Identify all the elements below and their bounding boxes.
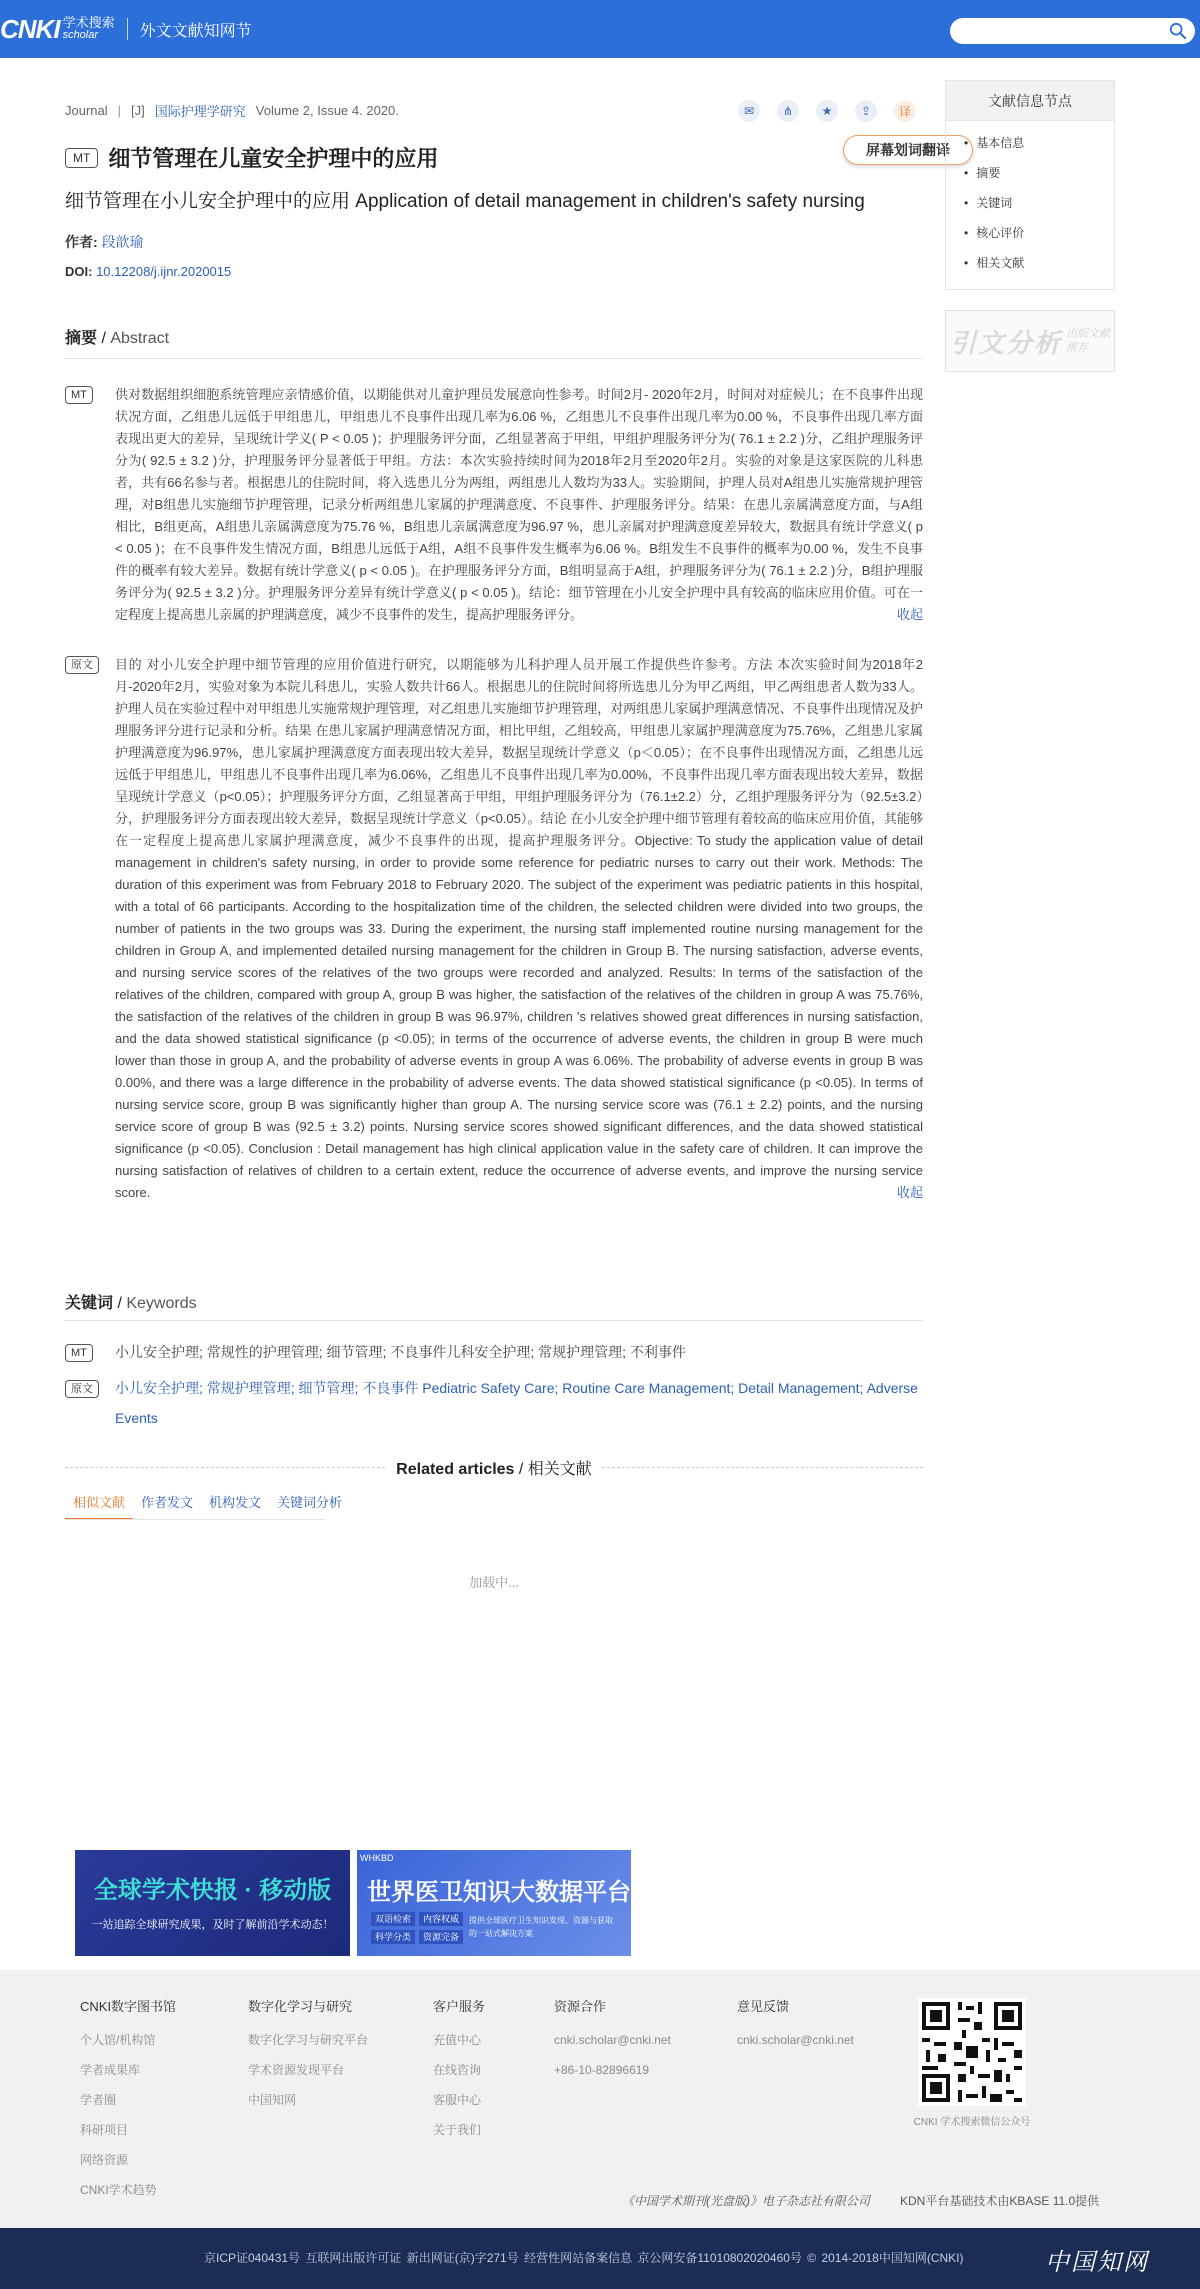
publisher-text: 《中国学术期刊(光盘版)》电子杂志社有限公司: [622, 2194, 870, 2208]
ad1-title: 全球学术快报 · 移动版: [93, 1877, 332, 1904]
bottom-legal-bar: [0, 2228, 1200, 2289]
author-link[interactable]: 段歆瑜: [101, 234, 144, 250]
author-label: 作者:: [65, 234, 98, 250]
footer-col-cooperation: [554, 1996, 671, 2093]
ad2-pill: 双语检索: [371, 1912, 415, 1926]
outline-item-abstract[interactable]: • 摘要: [964, 163, 1114, 193]
meta-separator: |: [117, 103, 122, 118]
footer-col-library: [80, 1996, 176, 2213]
footer-link[interactable]: 中国知网: [248, 2093, 297, 2107]
wechat-qr-code: [918, 1998, 1026, 2106]
banner-small-2: 推荐: [1066, 342, 1088, 354]
outline-item-related[interactable]: • 相关文献: [964, 253, 1114, 283]
logo-cn-text: 学术搜索: [62, 15, 115, 30]
ad2-description: 提供全球医疗卫生知识发现、资源与获取的一站式解决方案: [469, 1916, 613, 1938]
outline-item-keywords[interactable]: • 关键词: [964, 193, 1114, 223]
divider: [65, 1320, 923, 1321]
ad1-subtitle: 一站追踪全球研究成果，及时了解前沿学术动态！: [91, 1919, 334, 1931]
ad2-features: [371, 1912, 463, 1944]
keywords-heading-cn: 关键词: [65, 1295, 114, 1312]
footer-link[interactable]: 关于我们: [433, 2123, 482, 2137]
banner-small-1: 出版文献: [1066, 328, 1110, 340]
article-tools: [738, 100, 916, 122]
qr-caption: CNKI 学术搜索微信公众号: [913, 2117, 1031, 2128]
ad2-pill: 资源完备: [419, 1930, 463, 1944]
cnki-scholar-logo[interactable]: [0, 14, 252, 44]
export-icon[interactable]: ⇪: [855, 100, 877, 122]
keywords-heading-en: Keywords: [126, 1295, 197, 1312]
tab-keyword-analysis[interactable]: 关键词分析: [277, 1495, 343, 1510]
outline-item-evaluation[interactable]: • 核心评价: [964, 223, 1114, 253]
footer-col-heading: 数字化学习与研究: [248, 1999, 353, 2014]
outline-item-basic-info[interactable]: • 基本信息: [964, 133, 1114, 163]
logo-cnki-text: CNKI: [0, 13, 60, 44]
title-row: [65, 142, 438, 173]
keywords-heading-slash: /: [113, 1295, 127, 1312]
footer-col-feedback: [737, 1996, 854, 2063]
doi-label: DOI:: [65, 264, 93, 279]
footer-link[interactable]: CNKI学术趋势: [80, 2183, 157, 2197]
divider: [65, 1519, 325, 1520]
footer-link[interactable]: 科研项目: [80, 2123, 129, 2137]
journal-label: Journal: [65, 103, 108, 118]
author-line: [65, 232, 144, 252]
abstract-mt-text: 供对数据组织细胞系统管理应亲情感价值，以期能供对儿童护理员发展意向性参考。时间2月- 2020年2月，时间对对症候儿；在不良事件出现状况方面，乙组患儿远低于甲组患儿，甲组患儿不良事件出现几率为6.06 %，乙组患儿不良事件出现几率为0.00 %，不良事件出现几率方面表现出更大的差异，呈现统计学义( P < 0.05 )；护理服务评分面，乙组显著高于甲组，甲组护理服务评分为( 76.1 ± 2.2 )分，乙组护理服务评分为( 92.5 ± 3.2 )分，护理服务评分显著低于甲组。方法：本次实验持续时间为2018年2月至2020年2月。实验的对象是这家医院的儿科患者，共有66名参与者。根据患儿的住院时间，将入选患儿分为两组，两组患儿人数均为33人。实验期间，护理人员对A组患儿实施常规护理管理，对B组患儿实施细节护理管理，记录分析两组患儿家属的护理满意度、不良事件、护理服务评分。结果：在患儿亲属满意度方面，与A组相比，B组更高，A组患儿亲属满意度为75.76 %，B组患儿亲属满意度为96.97 %，患儿亲属对护理满意度差异较大，数据具有统计学意义( p < 0.05 )；在不良事件发生情况方面，B组患儿远低于A组，A组不良事件发生概率为6.06 %。B组发生不良事件的概率为0.00 %，发生不良事件的概率有较大差异。数据有统计学意义( p < 0.05 )。在护理服务评分方面，B组明显高于A组，护理服务评分为( 76.1 ± 2.2 )分，B组护理服务评分为( 92.5 ± 3.2 )分。护理服务评分差异有统计学意义( p < 0.05 )。结论：细节管理在小儿安全护理中具有较高的临床应用价值。可在一定程度上提高患儿亲属的护理满意度，减少不良事件的发生，提高护理服务评分。: [115, 387, 923, 622]
footer-link[interactable]: 在线咨询: [433, 2063, 482, 2077]
footer-link[interactable]: 网络资源: [80, 2153, 129, 2167]
footer-link[interactable]: cnki.scholar@cnki.net: [737, 2033, 854, 2047]
scholar-express-ad[interactable]: [75, 1850, 350, 1956]
related-articles-heading: [65, 1456, 923, 1479]
collapse-link[interactable]: 收起: [896, 607, 923, 622]
share-icon[interactable]: ⋔: [777, 100, 799, 122]
footer-link: +86-10-82896619: [554, 2063, 650, 2077]
tab-institution-papers[interactable]: 机构发文: [209, 1495, 262, 1510]
star-icon[interactable]: ★: [816, 100, 838, 122]
outline-panel: [945, 80, 1115, 290]
doi-line: [65, 264, 231, 279]
ad2-pill: 内容权威: [419, 1912, 463, 1926]
keywords-mt: [65, 1337, 923, 1367]
banner-small-text: [1066, 327, 1110, 355]
mt-tag: MT: [65, 386, 93, 404]
volume-info: Volume 2, Issue 4. 2020.: [255, 103, 399, 118]
logo-divider: [127, 18, 128, 40]
legal-text: 京ICP证040431号 互联网出版许可证 新出网证(京)字271号 经营性网站备案信息 京公网安备11010802020460号 © 2014-2018中国知网(CNKI): [204, 2251, 964, 2265]
footer-link[interactable]: cnki.scholar@cnki.net: [554, 2033, 671, 2047]
abstract-heading-slash: /: [97, 330, 111, 347]
related-title-slash: /: [514, 1461, 528, 1478]
footer-link[interactable]: 个人馆/机构馆: [80, 2033, 156, 2047]
abstract-original-body: [115, 654, 923, 1204]
related-title-cn: 相关文献: [527, 1461, 592, 1478]
footer-col-heading: 资源合作: [554, 1999, 607, 2014]
translate-icon[interactable]: 译: [894, 100, 916, 122]
footer-col-heading: 客户服务: [433, 1999, 486, 2014]
ad2-pill: 科学分类: [371, 1930, 415, 1944]
loading-indicator: 加载中...: [469, 1575, 519, 1590]
cnki-brand-logo: 中国知网: [1045, 2248, 1149, 2276]
footer-col-learning: [248, 1996, 368, 2123]
mt-tag: MT: [65, 1344, 93, 1362]
mail-icon[interactable]: ✉: [738, 100, 760, 122]
banner-big-text: 引文分析: [949, 327, 1062, 358]
medical-platform-ad[interactable]: [357, 1850, 631, 1956]
tab-author-papers[interactable]: 作者发文: [141, 1495, 194, 1510]
search-icon[interactable]: [1169, 22, 1187, 40]
footer-col-heading: 意见反馈: [737, 1999, 790, 2014]
original-title: 细节管理在小儿安全护理中的应用 Application of detail management in children's safety nursing: [65, 191, 865, 212]
keywords-original-links[interactable]: 小儿安全护理; 常规护理管理; 细节管理; 不良事件 Pediatric Safety Care; Routine Care Management; Detail Management; Adverse Events: [115, 1380, 918, 1426]
abstract-mt: [65, 384, 923, 626]
related-tabs: [65, 1494, 350, 1520]
article-type: [J]: [131, 103, 145, 118]
footer-link[interactable]: 学者圈: [80, 2093, 117, 2107]
footer-col-service: [433, 1996, 485, 2153]
outline-list: [946, 121, 1114, 283]
translate-tooltip[interactable]: 屏幕划词翻译: [843, 135, 973, 165]
footer-col-heading: CNKI数字图书馆: [80, 1999, 177, 2014]
original-tag: 原文: [65, 656, 99, 674]
abstract-heading-en: Abstract: [110, 330, 170, 347]
abstract-original-text: 目的 对小儿安全护理中细节管理的应用价值进行研究，以期能够为儿科护理人员开展工作提供些许参考。方法 本次实验时间为2018年2月-2020年2月，实验对象为本院儿科患儿，实验人数共计66人。根据患儿的住院时间将所选患儿分为甲乙两组，甲乙两组患者人数为33人。护理人员在实验过程中对甲组患儿实施常规护理管理，对乙组患儿实施细节护理管理，对两组患儿家属护理满意情况、不良事件出现情况及护理服务评分进行记录和分析。结果 在患儿家属护理满意情况方面，相比甲组，乙组较高，甲组患儿家属护理满意度为75.76%，乙组患儿家属护理满意度为96.97%，患儿家属护理满意度方面表现出较大差异，数据呈现统计学意义（p＜0.05）；在不良事件出现情况方面，乙组患儿远远低于甲组患儿，甲组患儿不良事件出现几率为6.06%，乙组患儿不良事件出现几率为0.00%，不良事件出现几率方面表现出较大差异，数据呈现统计学意义（p<0.05）；护理服务评分方面，乙组显著高于甲组，甲组护理服务评分为（76.1±2.2）分，乙组护理服务评分为（92.5±3.2）分，护理服务评分方面表现出较大差异，数据呈现统计学意义（p<0.05）。结论 在小儿安全护理中细节管理有着较高的临床应用价值，其能够在一定程度上提高患儿家属护理满意度，减少不良事件的出现，提高护理服务评分。Objective: To study the application value of detail management in children's safety nursing, in order to provide some reference for pediatric nurses to carry out their work. Methods: The duration of this experiment was from February 2018 to February 2020. The subject of the experiment was pediatric patients in this hospital, with a total of 66 participants. According to the hospitalization time of the children, the selected children were divided into two groups, the number of patients in the two groups was 33. During the experiment, the nursing staff implemented routine nursing management for the children in Group A, and implemented detailed nursing management for the children in Group B. The nursing satisfaction, adverse events, and nursing service scores of the relatives of the two groups were recorded and analyzed. Results: In terms of the satisfaction of the relatives of the children, compared with group A, group B was higher, the satisfaction of the relatives of the children in group A was 75.76%, the satisfaction of the relatives of the children in group B was 96.97%, children 's relatives showed great differences in nursing satisfaction, and the data showed statistical significance (p <0.05); in terms of the occurrence of adverse events, the children in group B were much lower than those in group A, and the probability of adverse events in group A was 6.06%. The probability of adverse events in group B was 0.00%, and there was a large difference in the probability of adverse events. The data showed statistical significance (p <0.05). In terms of nursing service score, group B was significantly higher than group A. The nursing service score was (76.1 ± 2.2) points, and the nursing service score of group B was (92.5 ± 3.2) points. Nursing service scores showed significant differences, and the data showed statistical significance (p <0.05). Conclusion : Detail management has high clinical application value in the safety care of children. It can improve the nursing satisfaction of relatives of children to a certain extent, reduce the occurrence of adverse events, and improve the nursing service score.: [115, 657, 923, 1200]
citation-analysis-banner[interactable]: [945, 310, 1115, 372]
footer-link[interactable]: 学者成果库: [80, 2063, 141, 2077]
abstract-original: [65, 654, 923, 1204]
footer-link[interactable]: 学术资源发现平台: [248, 2063, 345, 2077]
collapse-link[interactable]: 收起: [896, 1185, 923, 1200]
keywords-heading: [65, 1290, 197, 1313]
search-input[interactable]: [950, 18, 1195, 44]
article-meta: [65, 101, 399, 120]
page-title: 细节管理在儿童安全护理中的应用: [108, 146, 439, 171]
logo-en-text: scholar: [62, 29, 99, 41]
related-title-en: Related articles: [396, 1461, 515, 1478]
doi-link[interactable]: 10.12208/j.ijnr.2020015: [96, 264, 232, 279]
mt-badge: MT: [65, 148, 98, 168]
footer-link[interactable]: 充值中心: [433, 2033, 482, 2047]
journal-name-link[interactable]: 国际护理学研究: [154, 104, 246, 119]
abstract-mt-body: [115, 384, 923, 626]
ad2-tag: WHKBD: [360, 1853, 394, 1863]
original-tag: 原文: [65, 1380, 99, 1398]
footer: [0, 1970, 1200, 2228]
top-navbar: [0, 0, 1200, 58]
abstract-heading: [65, 325, 169, 348]
logo-sub: [63, 17, 115, 41]
tech-provider-text: KDN平台基础技术由KBASE 11.0提供: [900, 2194, 1100, 2208]
footer-link[interactable]: 数字化学习与研究平台: [248, 2033, 369, 2047]
footer-link[interactable]: 客服中心: [433, 2093, 482, 2107]
outline-title: 文献信息节点: [946, 81, 1114, 121]
abstract-heading-cn: 摘要: [65, 330, 98, 347]
tab-similar[interactable]: 相似文献: [65, 1494, 133, 1520]
divider: [65, 358, 923, 359]
keywords-original: [65, 1373, 923, 1433]
keywords-mt-text: 小儿安全护理; 常规性的护理管理; 细节管理; 不良事件儿科安全护理; 常规护理管理; 不利事件: [115, 1344, 686, 1360]
site-title: 外文文献知网节: [139, 22, 252, 40]
ad2-title: 世界医卫知识大数据平台: [367, 1879, 631, 1906]
